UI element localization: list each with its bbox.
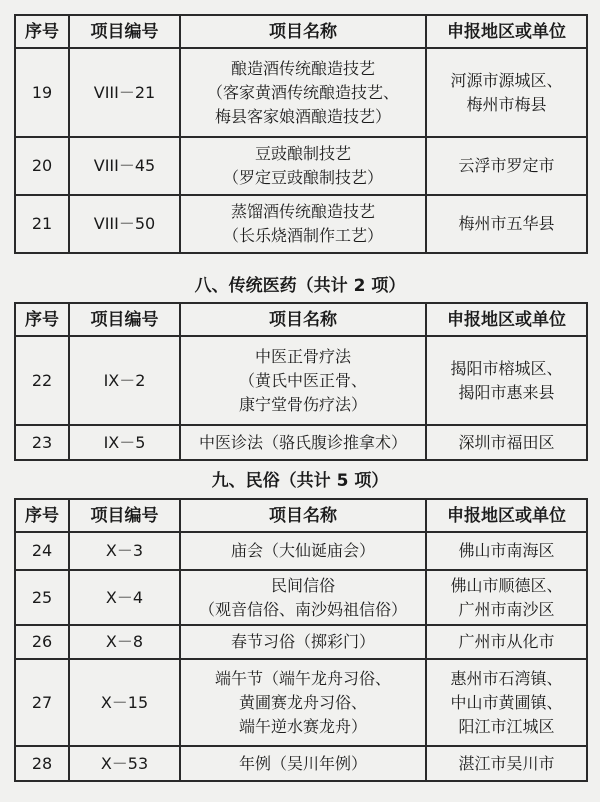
cell-code: VIII－45 [69, 137, 180, 195]
name-line: 蒸馏酒传统酿造技艺 [230, 202, 375, 221]
name-line: 端午逆水赛龙舟） [238, 716, 367, 736]
name-line: （长乐烧酒制作工艺） [222, 226, 383, 245]
region-line: 揭阳市榕城区、 [450, 358, 563, 378]
heritage-table-section-3 [14, 498, 588, 782]
table-row [15, 659, 587, 746]
cell-no: 27 [15, 659, 69, 746]
name-line: 中医诊法（骆氏腹诊推拿术） [198, 432, 407, 452]
header-code: 项目编号 [69, 499, 180, 532]
header-no: 序号 [15, 303, 69, 336]
cell-code: X－53 [69, 746, 180, 781]
name-line: 黄圃赛龙舟习俗、 [238, 692, 367, 712]
table-header-row [15, 15, 587, 48]
cell-region [426, 532, 587, 570]
table-row [15, 625, 587, 659]
region-line: 惠州市石湾镇、 [450, 668, 563, 688]
cell-name [180, 532, 426, 570]
name-line: 豆豉酿制技艺 [254, 144, 351, 163]
cell-no: 20 [15, 137, 69, 195]
cell-region [426, 746, 587, 781]
name-line: 春节习俗（掷彩门） [230, 632, 375, 651]
name-line: （观音信俗、南沙妈祖信俗） [198, 599, 407, 619]
heritage-table-section-1 [14, 14, 588, 254]
header-code: 项目编号 [69, 15, 180, 48]
table-row [15, 746, 587, 781]
table-row [15, 532, 587, 570]
name-line: 端午节（端午龙舟习俗、 [214, 668, 391, 688]
header-name: 项目名称 [180, 499, 426, 532]
table-row [15, 195, 587, 253]
header-no: 序号 [15, 15, 69, 48]
region-line: 河源市源城区、 [450, 70, 563, 90]
cell-name [180, 425, 426, 460]
cell-no: 22 [15, 336, 69, 425]
header-name: 项目名称 [180, 15, 426, 48]
table-row [15, 570, 587, 625]
table-row [15, 137, 587, 195]
cell-name [180, 195, 426, 253]
table-row [15, 336, 587, 425]
cell-no: 21 [15, 195, 69, 253]
cell-name [180, 48, 426, 137]
cell-code: X－4 [69, 570, 180, 625]
cell-region [426, 336, 587, 425]
cell-code: VIII－50 [69, 195, 180, 253]
region-line: 阳江市江城区 [458, 716, 555, 736]
cell-code: IX－5 [69, 425, 180, 460]
cell-code: X－8 [69, 625, 180, 659]
header-no: 序号 [15, 499, 69, 532]
table-row [15, 425, 587, 460]
name-line: （客家黄酒传统酿造技艺、 [206, 82, 399, 102]
cell-region [426, 625, 587, 659]
cell-name [180, 625, 426, 659]
region-line: 深圳市福田区 [458, 432, 555, 452]
name-line: 酿造酒传统酿造技艺 [230, 58, 375, 78]
cell-no: 25 [15, 570, 69, 625]
cell-region [426, 48, 587, 137]
name-line: 梅县客家娘酒酿造技艺） [214, 106, 391, 126]
region-line: 广州市南沙区 [458, 599, 555, 619]
region-line: 佛山市南海区 [458, 541, 555, 560]
header-region: 申报地区或单位 [426, 303, 587, 336]
region-line: 佛山市顺德区、 [450, 575, 563, 595]
cell-region [426, 425, 587, 460]
cell-no: 19 [15, 48, 69, 137]
name-line: 庙会（大仙诞庙会） [230, 541, 375, 560]
cell-region [426, 137, 587, 195]
table-header-row [15, 499, 587, 532]
region-line: 中山市黄圃镇、 [450, 692, 563, 712]
cell-name [180, 570, 426, 625]
table-row [15, 48, 587, 137]
cell-name [180, 137, 426, 195]
cell-no: 28 [15, 746, 69, 781]
cell-code: X－3 [69, 532, 180, 570]
name-line: 民间信俗 [270, 575, 335, 595]
cell-region [426, 195, 587, 253]
region-line: 广州市从化市 [458, 632, 555, 651]
header-code: 项目编号 [69, 303, 180, 336]
cell-name [180, 336, 426, 425]
region-line: 梅州市五华县 [458, 214, 555, 233]
table-header-row [15, 303, 587, 336]
name-line: 中医正骨疗法 [254, 346, 351, 366]
cell-region [426, 659, 587, 746]
region-line: 揭阳市惠来县 [458, 382, 555, 402]
region-line: 梅州市梅县 [466, 94, 547, 114]
section-heading-folk-custom: 九、民俗（共计 5 项） [211, 471, 389, 491]
cell-name [180, 659, 426, 746]
header-name: 项目名称 [180, 303, 426, 336]
region-line: 云浮市罗定市 [458, 156, 555, 175]
name-line: （罗定豆豉酿制技艺） [222, 168, 383, 187]
cell-no: 26 [15, 625, 69, 659]
name-line: （黄氏中医正骨、 [238, 370, 367, 390]
cell-region [426, 570, 587, 625]
region-line: 湛江市吴川市 [458, 753, 555, 773]
header-region: 申报地区或单位 [426, 499, 587, 532]
header-region: 申报地区或单位 [426, 15, 587, 48]
cell-no: 23 [15, 425, 69, 460]
section-heading-traditional-medicine: 八、传统医药（共计 2 项） [194, 276, 406, 296]
heritage-table-section-2 [14, 302, 588, 461]
cell-name [180, 746, 426, 781]
cell-code: IX－2 [69, 336, 180, 425]
cell-code: VIII－21 [69, 48, 180, 137]
name-line: 康宁堂骨伤疗法） [238, 394, 367, 414]
name-line: 年例（吴川年例） [238, 753, 367, 773]
cell-no: 24 [15, 532, 69, 570]
cell-code: X－15 [69, 659, 180, 746]
